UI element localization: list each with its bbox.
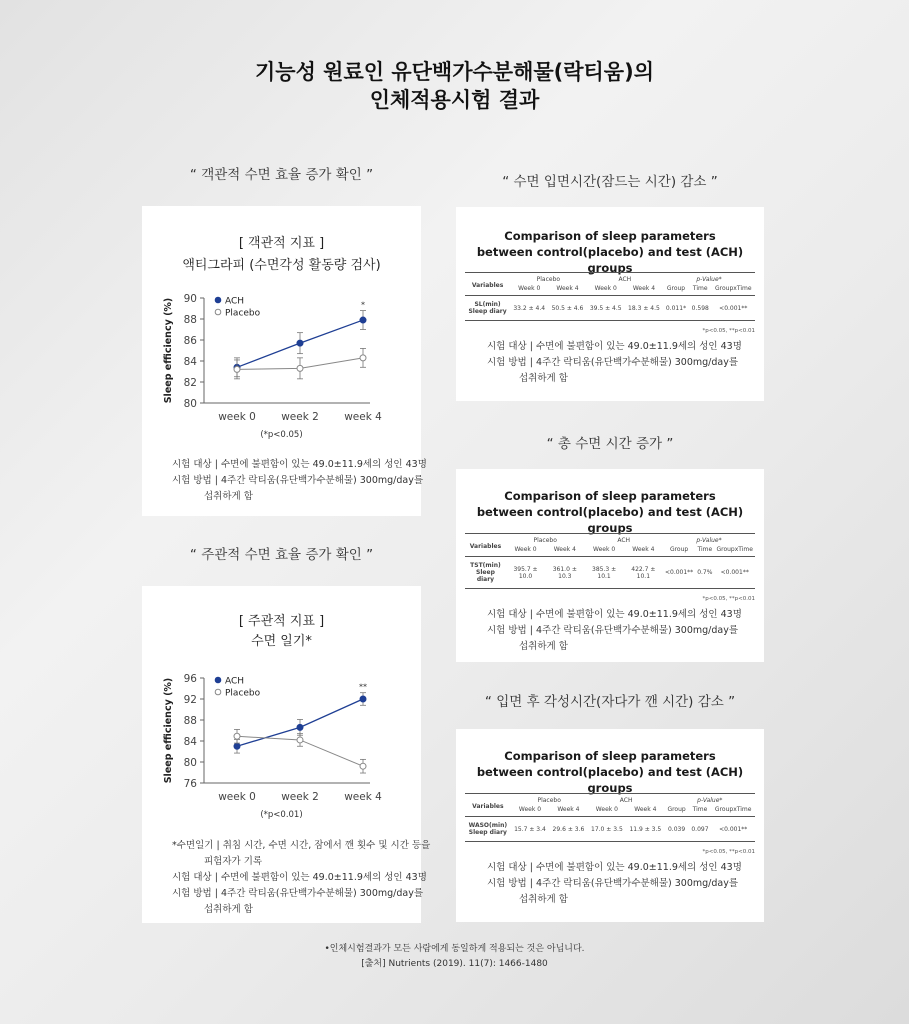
total-table-title-line1: Comparison of sleep parameters — [504, 489, 716, 503]
cell-placebo-week0: 15.7 ± 3.4 — [511, 817, 549, 842]
waso-table-footnote: *p<0.05, **p<0.01 — [702, 849, 755, 855]
latency-table — [465, 272, 755, 387]
col-pvalue: p-Value* — [663, 273, 755, 285]
data-point-ach — [297, 724, 303, 730]
waso-note-method: 시험 방법 | 4주간 락티움(유단백가수분해물) 300mg/day를 — [487, 878, 739, 889]
data-point-placebo — [234, 733, 240, 739]
cell-variable: TST(min) Sleep diary — [465, 557, 506, 589]
data-point-ach — [360, 317, 366, 323]
cell-ach-week4: 18.3 ± 4.5 — [625, 296, 663, 321]
y-tick-label: 86 — [183, 335, 197, 347]
subjective-note-method: 시험 방법 | 4주간 락티움(유단백가수분해물) 300mg/day를 — [172, 888, 424, 899]
latency-table-title — [456, 228, 764, 276]
waso-note-subjects: 시험 대상 | 수면에 불편함이 있는 49.0±11.9세의 성인 43명 — [487, 862, 742, 873]
data-point-placebo — [360, 355, 366, 361]
cell-placebo-week0: 33.2 ± 4.4 — [510, 296, 548, 321]
y-tick-label: 88 — [183, 715, 197, 727]
cell-groupxtime: <0.001** — [714, 557, 755, 589]
legend-label-placebo: Placebo — [225, 308, 261, 319]
y-tick-label: 84 — [183, 736, 197, 748]
col-group: Group — [663, 284, 689, 296]
y-axis-label: Sleep efficiency (%) — [163, 677, 174, 784]
total-table-title-line2: between control(placebo) and test (ACH) groups — [476, 505, 744, 535]
cell-group: 0.011* — [663, 296, 689, 321]
col-week0: Week 0 — [587, 284, 625, 296]
table-row — [465, 557, 755, 589]
subjective-notes — [172, 838, 430, 918]
objective-notes — [172, 457, 427, 505]
col-placebo: Placebo — [510, 273, 586, 285]
total-table — [465, 533, 755, 655]
y-tick-label: 90 — [183, 293, 197, 305]
col-ach: ACH — [584, 534, 663, 546]
x-tick-label: week 0 — [218, 411, 256, 423]
col-week0: Week 0 — [588, 805, 626, 817]
latency-notes — [465, 339, 755, 387]
objective-note-method-cont: 섭취하게 함 — [204, 491, 253, 502]
total-note-subjects: 시험 대상 | 수면에 불편함이 있는 49.0±11.9세의 성인 43명 — [487, 609, 742, 620]
col-ach: ACH — [588, 794, 665, 806]
waso-card — [456, 729, 764, 922]
cell-ach-week0: 17.0 ± 3.5 — [588, 817, 626, 842]
col-week4: Week 4 — [625, 284, 663, 296]
col-groupxtime: GroupxTime — [711, 805, 755, 817]
subjective-subheading: 수면 일기* — [251, 634, 312, 649]
significance-label: ** — [359, 682, 367, 692]
col-week4: Week 4 — [545, 545, 584, 557]
waso-table-title — [456, 748, 764, 796]
waso-table-grid — [465, 793, 755, 842]
significance-label: * — [361, 300, 365, 310]
data-point-ach — [360, 696, 366, 702]
objective-note-subjects: 시험 대상 | 수면에 불편함이 있는 49.0±11.9세의 성인 43명 — [172, 459, 427, 470]
cell-group: 0.039 — [665, 817, 689, 842]
data-point-placebo — [360, 763, 366, 769]
x-tick-label: week 4 — [344, 791, 382, 803]
legend-marker-placebo — [215, 309, 221, 315]
col-group: Group — [665, 805, 689, 817]
legend-marker-placebo — [215, 689, 221, 695]
y-tick-label: 88 — [183, 314, 197, 326]
latency-table-title-line2: between control(placebo) and test (ACH) groups — [476, 245, 744, 275]
waso-table-title-line1: Comparison of sleep parameters — [504, 749, 716, 763]
latency-table-grid — [465, 272, 755, 321]
cell-variable: WASO(min) Sleep diary — [465, 817, 511, 842]
subjective-sig-note: (*p<0.01) — [260, 810, 303, 820]
data-point-ach — [234, 743, 240, 749]
waso-table — [465, 793, 755, 908]
waso-notes — [465, 860, 755, 908]
latency-table-title-line1: Comparison of sleep parameters — [504, 229, 716, 243]
col-pvalue: p-Value* — [665, 794, 755, 806]
cell-placebo-week4: 361.0 ± 10.3 — [545, 557, 584, 589]
y-tick-label: 76 — [183, 778, 197, 790]
footer-disclaimer: •인체시험결과가 모든 사람에게 동일하게 적용되는 것은 아닙니다. — [324, 944, 585, 954]
latency-note-subjects: 시험 대상 | 수면에 불편함이 있는 49.0±11.9세의 성인 43명 — [487, 341, 742, 352]
objective-card — [142, 206, 427, 516]
legend-label-placebo: Placebo — [225, 688, 261, 699]
objective-sig-note: (*p<0.05) — [260, 430, 303, 440]
objective-chart — [142, 286, 421, 436]
total-notes — [465, 607, 755, 655]
col-variables: Variables — [465, 794, 511, 817]
cell-time: 0.097 — [689, 817, 712, 842]
cell-ach-week4: 422.7 ± 10.1 — [624, 557, 663, 589]
cell-ach-week4: 11.9 ± 3.5 — [626, 817, 664, 842]
col-week0: Week 0 — [511, 805, 549, 817]
col-groupxtime: GroupxTime — [714, 545, 755, 557]
total-note-method: 시험 방법 | 4주간 락티움(유단백가수분해물) 300mg/day를 — [487, 625, 739, 636]
cell-group: <0.001** — [663, 557, 695, 589]
subjective-heading: [ 주관적 지표 ] — [238, 614, 325, 629]
col-week0: Week 0 — [510, 284, 548, 296]
col-week4: Week 4 — [548, 284, 586, 296]
subjective-note-diary-cont: 피험자가 기록 — [204, 856, 263, 867]
legend-marker-ach — [215, 297, 221, 303]
y-tick-label: 80 — [183, 398, 197, 410]
footer — [0, 942, 909, 972]
y-tick-label: 92 — [183, 694, 197, 706]
section-objective: “ 객관적 수면 효율 증가 확인 ” — [189, 167, 374, 183]
y-tick-label: 84 — [183, 356, 197, 368]
total-table-title — [456, 488, 764, 536]
table-row — [465, 296, 755, 321]
section-waso: “ 입면 후 각성시간(자다가 깬 시간) 감소 ” — [484, 694, 736, 710]
cell-time: 0.598 — [689, 296, 712, 321]
total-table-footnote: *p<0.05, **p<0.01 — [702, 596, 755, 602]
x-tick-label: week 4 — [344, 411, 382, 423]
total-table-grid — [465, 533, 755, 589]
objective-note-method: 시험 방법 | 4주간 락티움(유단백가수분해물) 300mg/day를 — [172, 475, 424, 486]
y-tick-label: 96 — [183, 673, 197, 685]
col-pvalue: p-Value* — [663, 534, 755, 546]
cell-ach-week0: 385.3 ± 10.1 — [584, 557, 623, 589]
latency-table-footnote: *p<0.05, **p<0.01 — [702, 328, 755, 334]
data-point-placebo — [234, 366, 240, 372]
x-tick-label: week 0 — [218, 791, 256, 803]
col-time: Time — [695, 545, 714, 557]
col-group: Group — [663, 545, 695, 557]
subjective-chart — [142, 666, 421, 812]
cell-groupxtime: <0.001** — [711, 817, 755, 842]
latency-note-method: 시험 방법 | 4주간 락티움(유단백가수분해물) 300mg/day를 — [487, 357, 739, 368]
total-card — [456, 469, 764, 662]
col-groupxtime: GroupxTime — [712, 284, 755, 296]
legend-label-ach: ACH — [225, 296, 245, 307]
legend-label-ach: ACH — [225, 676, 245, 687]
col-placebo: Placebo — [506, 534, 585, 546]
col-time: Time — [689, 284, 712, 296]
latency-note-method-cont: 섭취하게 함 — [519, 373, 568, 384]
section-latency: “ 수면 입면시간(잠드는 시간) 감소 ” — [502, 174, 718, 190]
cell-variable: SL(min) Sleep diary — [465, 296, 510, 321]
cell-placebo-week4: 50.5 ± 4.6 — [548, 296, 586, 321]
col-variables: Variables — [465, 273, 510, 296]
cell-ach-week0: 39.5 ± 4.5 — [587, 296, 625, 321]
data-point-ach — [297, 340, 303, 346]
data-point-placebo — [297, 737, 303, 743]
subjective-note-method-cont: 섭취하게 함 — [204, 904, 253, 915]
footer-source: [출처] Nutrients (2019). 11(7): 1466-1480 — [361, 959, 548, 969]
data-point-placebo — [297, 365, 303, 371]
col-week4: Week 4 — [624, 545, 663, 557]
cell-groupxtime: <0.001** — [712, 296, 755, 321]
cell-placebo-week4: 29.6 ± 3.6 — [549, 817, 587, 842]
page-title-line2: 인체적용시험 결과 — [369, 88, 540, 112]
x-tick-label: week 2 — [281, 791, 319, 803]
col-week0: Week 0 — [584, 545, 623, 557]
col-variables: Variables — [465, 534, 506, 557]
col-week4: Week 4 — [626, 805, 664, 817]
cell-placebo-week0: 395.7 ± 10.0 — [506, 557, 545, 589]
col-week0: Week 0 — [506, 545, 545, 557]
subjective-card — [142, 586, 431, 923]
y-tick-label: 80 — [183, 757, 197, 769]
section-subjective: “ 주관적 수면 효율 증가 확인 ” — [189, 547, 374, 563]
x-tick-label: week 2 — [281, 411, 319, 423]
total-note-method-cont: 섭취하게 함 — [519, 641, 568, 652]
col-week4: Week 4 — [549, 805, 587, 817]
waso-note-method-cont: 섭취하게 함 — [519, 894, 568, 905]
cell-time: 0.7% — [695, 557, 714, 589]
legend-marker-ach — [215, 677, 221, 683]
table-row — [465, 817, 755, 842]
page-title — [0, 58, 909, 114]
section-total: “ 총 수면 시간 증가 ” — [546, 436, 674, 452]
col-ach: ACH — [587, 273, 663, 285]
subjective-note-diary: *수면일기 | 취침 시간, 수면 시간, 잠에서 깬 횟수 및 시간 등을 — [172, 840, 431, 851]
objective-heading: [ 객관적 지표 ] — [238, 236, 325, 251]
col-time: Time — [689, 805, 712, 817]
page-title-line1: 기능성 원료인 유단백가수분해물(락티움)의 — [255, 60, 654, 84]
waso-table-title-line2: between control(placebo) and test (ACH) groups — [476, 765, 744, 795]
y-axis-label: Sleep efficiency (%) — [163, 297, 174, 404]
col-placebo: Placebo — [511, 794, 588, 806]
latency-card — [456, 207, 764, 401]
y-tick-label: 82 — [183, 377, 197, 389]
subjective-note-subjects: 시험 대상 | 수면에 불편함이 있는 49.0±11.9세의 성인 43명 — [172, 872, 427, 883]
objective-subheading: 액티그라피 (수면각성 활동량 검사) — [182, 258, 381, 273]
